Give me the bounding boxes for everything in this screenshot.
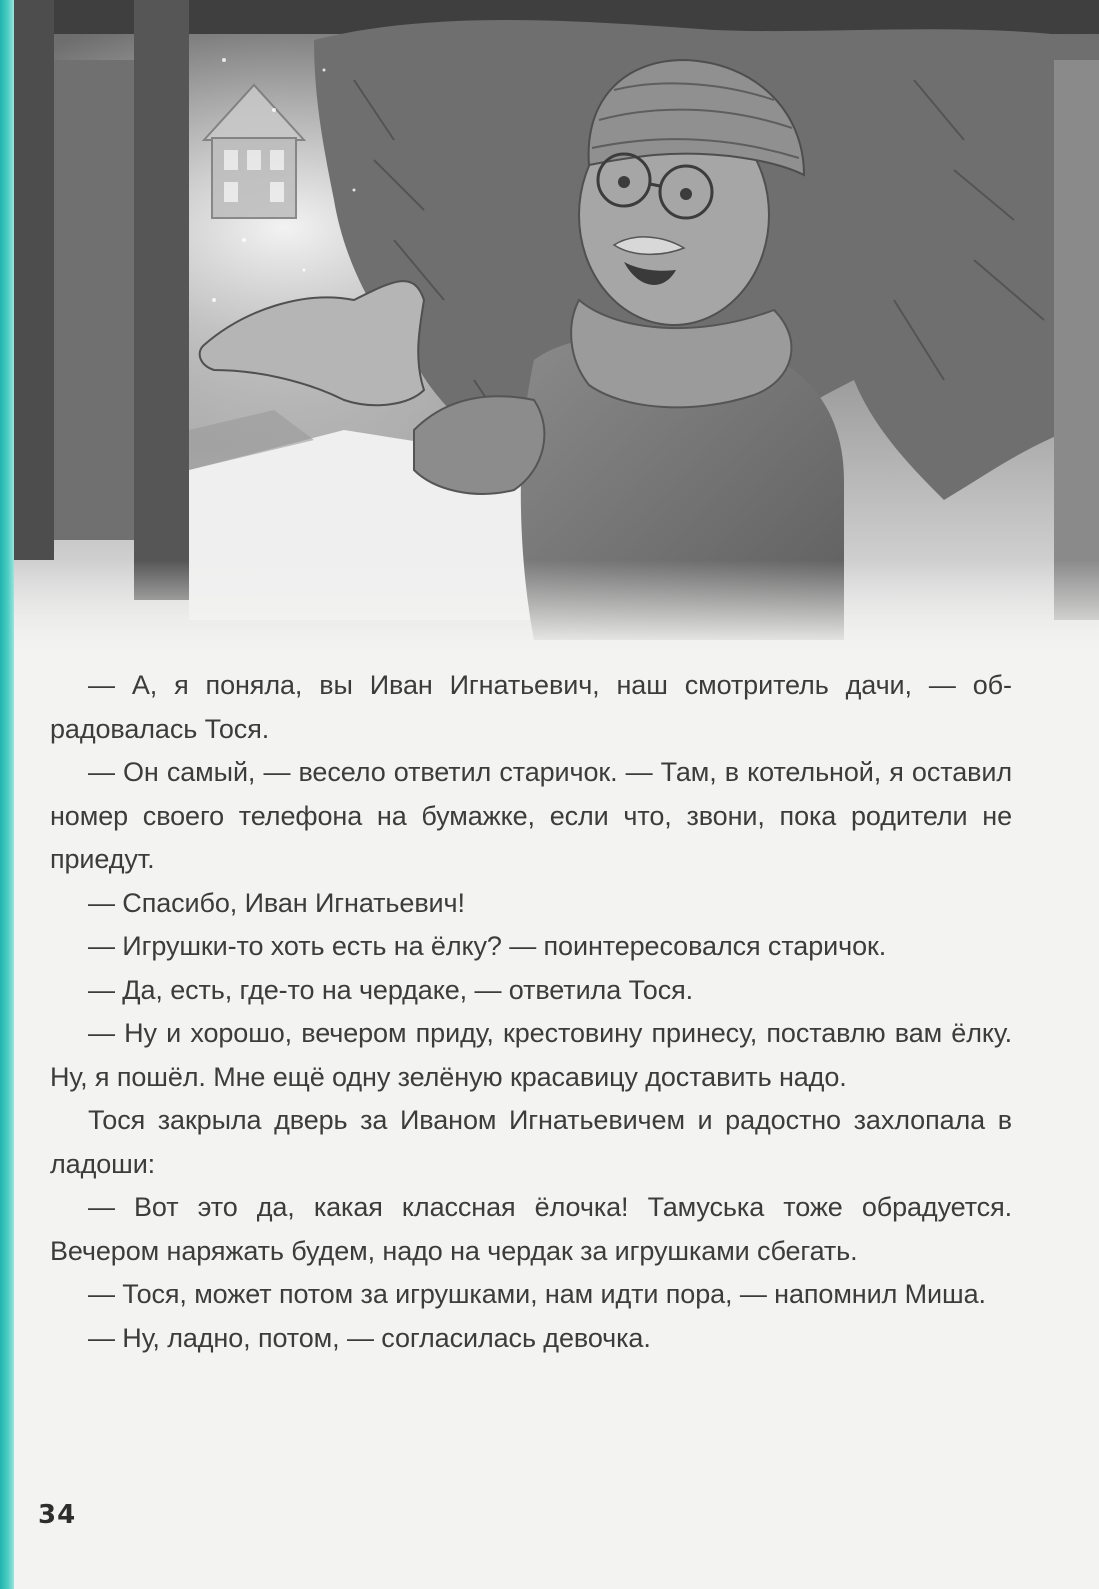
paragraph: — Спасибо, Иван Игнатьевич! [88, 887, 465, 918]
page-number: 34 [38, 1500, 77, 1530]
paragraph: — Тося, может потом за игрушками, нам идти пора, — напомнил Миша. [88, 1279, 986, 1309]
paragraph: — Ну и хорошо, вечером приду, крестовину принесу, поставлю вам ёлку. Ну, я пошёл. Мне ещё одну зелёную красавицу доставить надо. [50, 1018, 1012, 1092]
page-edge-strip [0, 0, 14, 1589]
paragraph: — Ну, ладно, потом, — согласилась девочка. [88, 1322, 651, 1353]
paragraph: — Он самый, — весело ответил старичок. — Там, в котельной, я оставил номер своего телефона на бумажке, если что, звони, пока родители не приедут. [50, 757, 1012, 874]
paragraph: — Вот это да, какая классная ёлочка! Тамуська тоже обрадуется. Вечером наряжать будем, надо на чердак за игрушками сбегать. [50, 1192, 1012, 1266]
paragraph: Тося закрыла дверь за Иваном Игнатьевичем и радостно захлопала в ладоши: [50, 1105, 1012, 1179]
paragraph: — Игрушки-то хоть есть на ёлку? — поинтересовался старичок. [88, 931, 887, 961]
paragraph: — Да, есть, где-то на чердаке, — ответила Тося. [88, 974, 694, 1005]
story-text [50, 664, 1012, 1360]
illustration-old-man-with-fir-tree [14, 0, 1099, 650]
paragraph: — А, я поняла, вы Иван Игнатьевич, наш смотритель дачи, — обрадовалась Тося. [50, 670, 1012, 744]
